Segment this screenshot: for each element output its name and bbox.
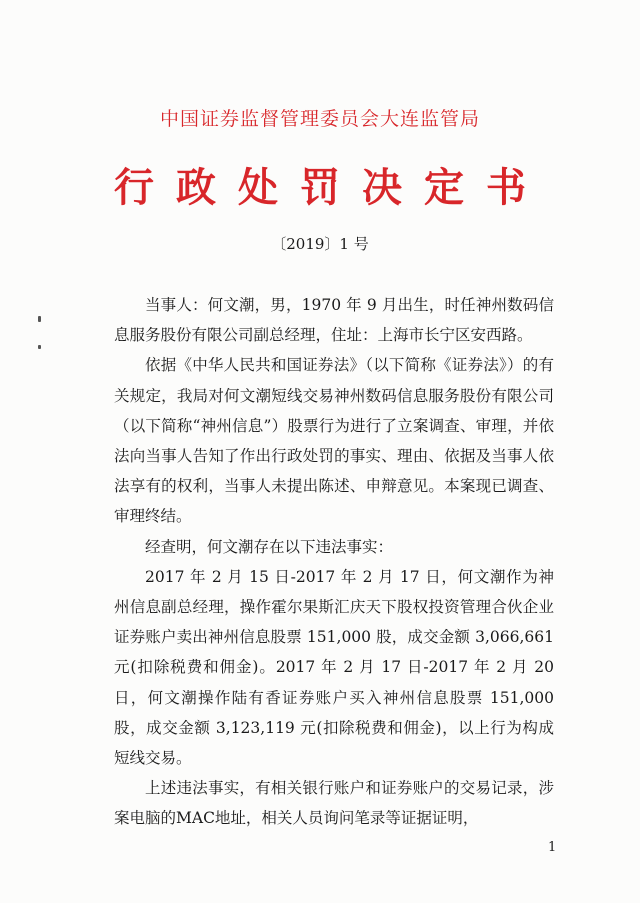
paragraph-basis: 依据《中华人民共和国证券法》（以下简称《证券法》）的有关规定，我局对何文潮短线交易神州数码信息服务股份有限公司（以下简称“神州信息”）股票行为进行了立案调查、审理，并依法向当事人告知了作出行政处罚的事实、理由、依据及当事人依法享有的权利，当事人未提出陈述、申辩意见。本案现已调查、审理终结。 xyxy=(114,356,554,526)
document-body xyxy=(114,290,554,834)
page-number: 1 xyxy=(548,840,557,855)
paragraph-facts: 2017 年 2 月 15 日-2017 年 2 月 17 日，何文潮作为神州信息副总经理，操作霍尔果斯汇庆天下股权投资管理合伙企业证券账户卖出神州信息股票 151,000 股，成交金额 3,066,661 元(扣除税费和佣金)。2017 年 2 月 17 日-2017 年 2 月 20 日，何文潮操作陆有香证券账户买入神州信息股票 151,000 股，成交金额 3,123,119 元(扣除税费和佣金)，以上行为构成短线交易。 xyxy=(114,567,554,768)
scan-speck xyxy=(38,316,41,322)
issuing-agency: 中国证券监督管理委员会大连监管局 xyxy=(159,108,480,130)
scan-speck xyxy=(38,345,41,349)
document-title: 行政处罚决定书 xyxy=(114,164,548,211)
paragraph-evidence: 上述违法事实，有相关银行账户和证券账户的交易记录，涉案电脑的MAC地址，相关人员询问笔录等证据证明， xyxy=(114,779,554,828)
paragraph-party: 当事人：何文潮，男，1970 年 9 月出生，时任神州数码信息服务股份有限公司副总经理，住址：上海市长宁区安西路。 xyxy=(114,296,554,345)
paragraph-findings-intro: 经查明，何文潮存在以下违法事实： xyxy=(145,537,394,556)
document-number: 〔2019〕1 号 xyxy=(271,235,369,253)
